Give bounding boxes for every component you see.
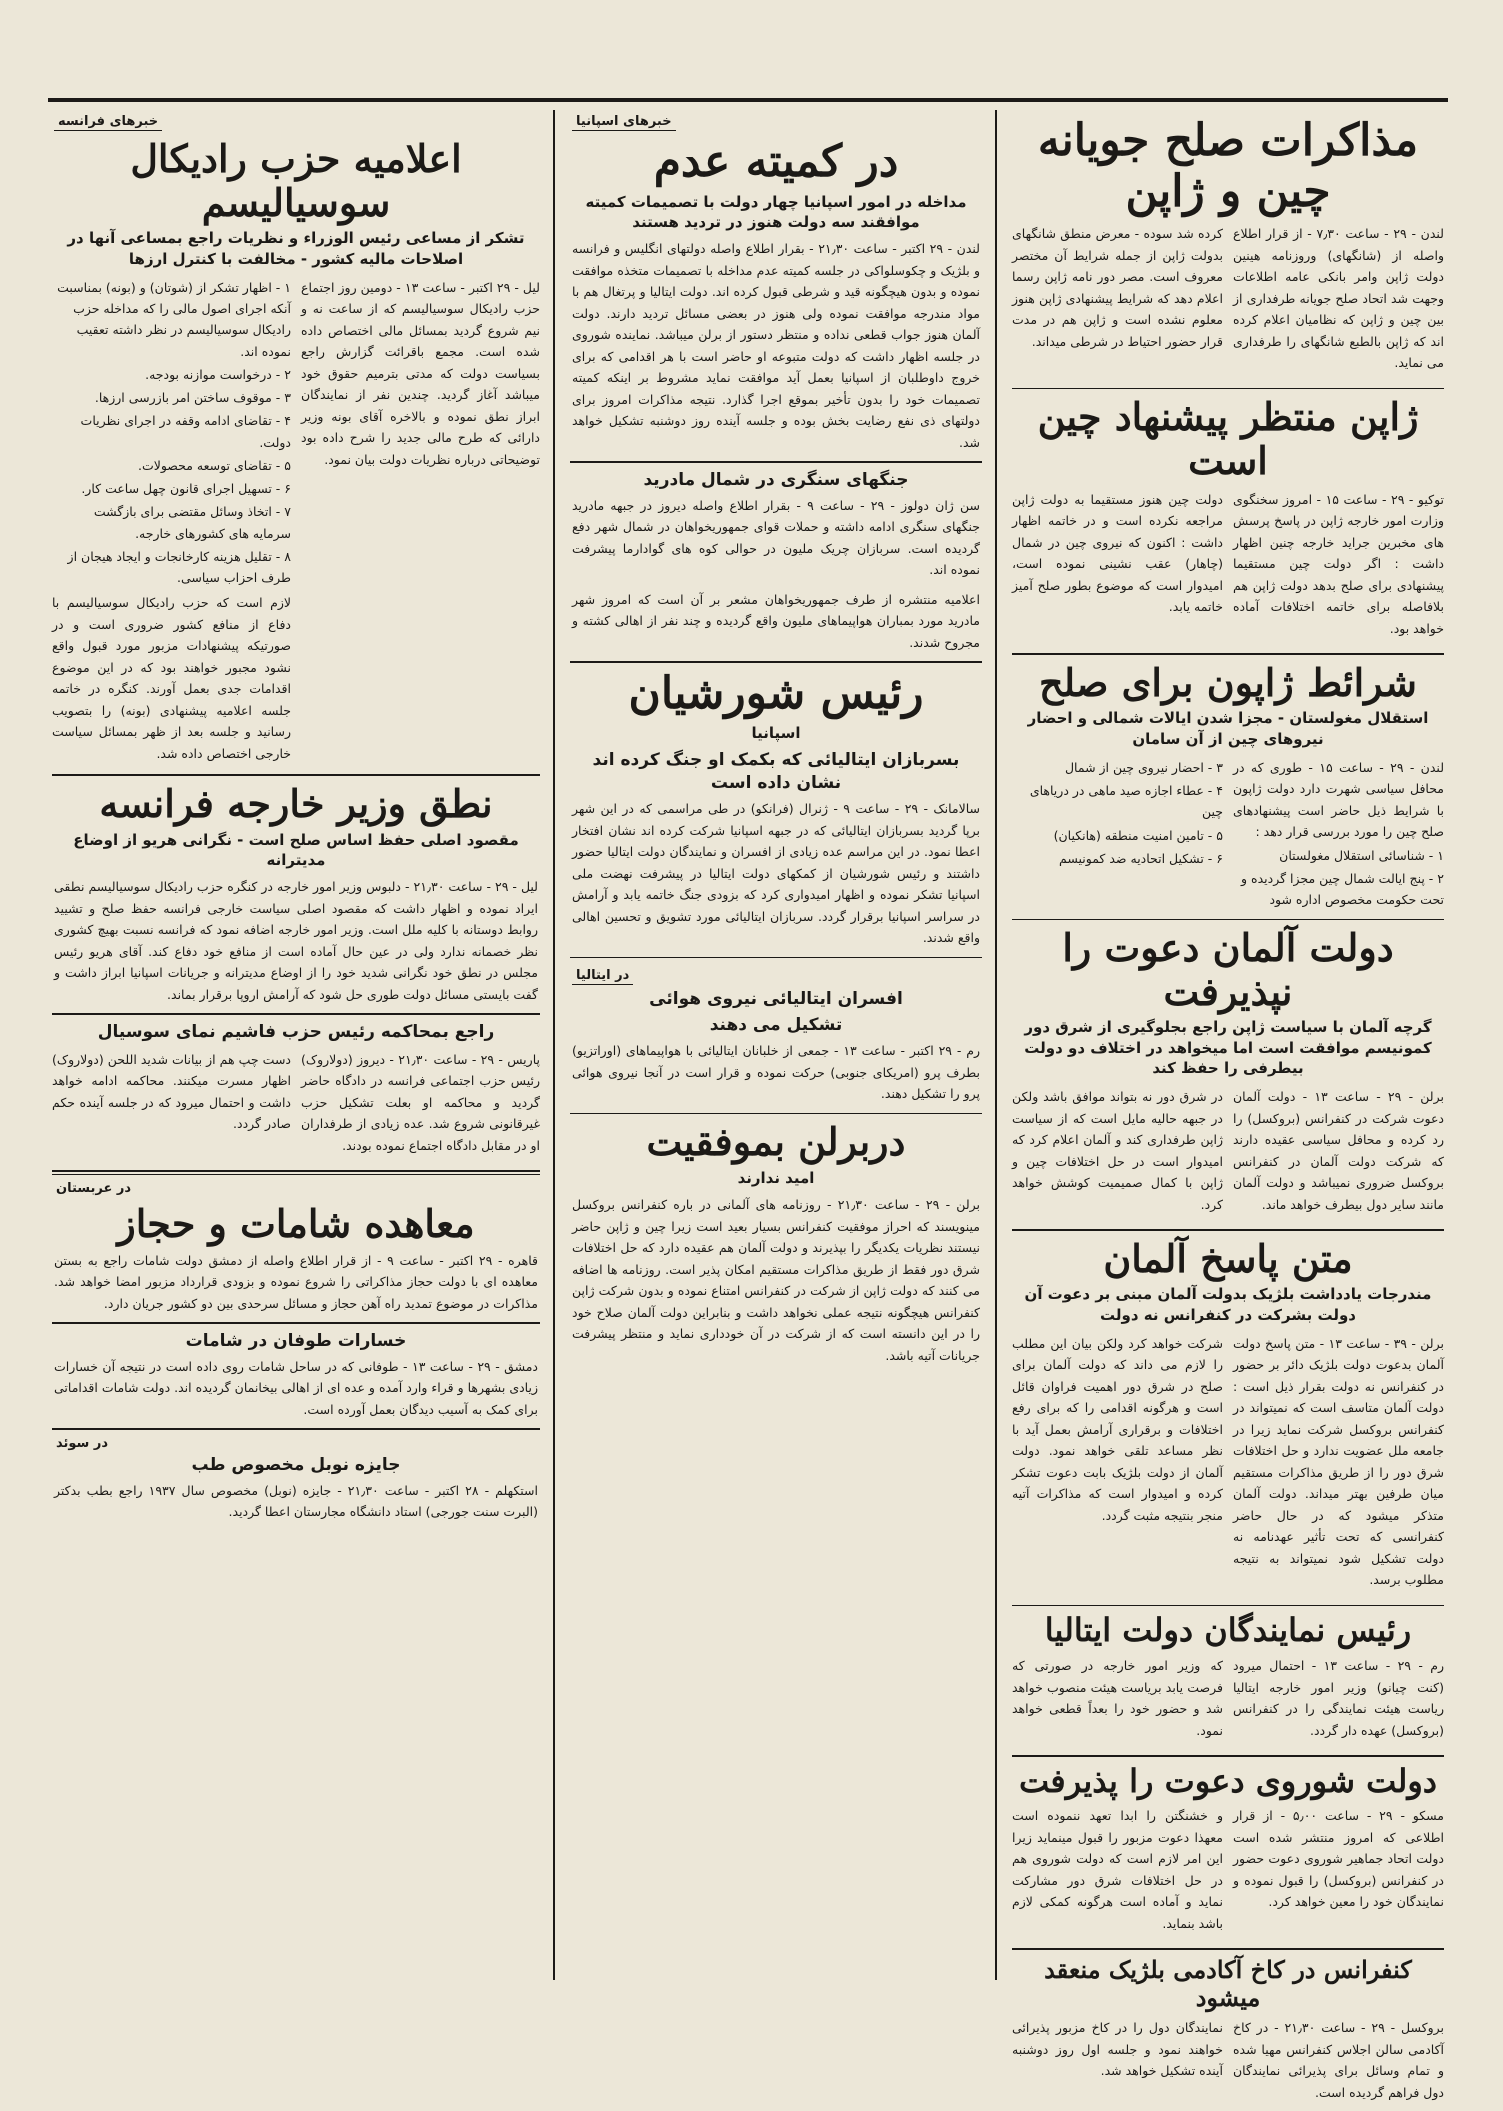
column-divider: [553, 110, 555, 1980]
article-german-reply: [1012, 1331, 1444, 1599]
headline-rebel-leader: رئیس شورشیان: [628, 667, 924, 719]
headline-japan-conditions: شرائط ژاپون برای صلح: [1039, 659, 1417, 705]
headline-radical-socialists: اعلامیه حزب رادیکال سوسیالیسم: [130, 136, 462, 225]
list-item: ۶ - تشکیل اتحادیه ضد کمونیسم: [1059, 850, 1223, 866]
resolution-list: [52, 277, 291, 589]
list-item: ۴ - تقاضای ادامه وقفه در اجرای نظریات دولت.: [80, 413, 291, 450]
list-item: ۳ - احضار نیروی چین از شمال: [1064, 759, 1223, 775]
divider: [570, 661, 982, 663]
conditions-list: [1233, 845, 1444, 911]
subheadline: گرچه آلمان با سیاست ژاپن راجع بجلوگیری از شرق دور کمونیسم موافقت است اما میخواهد در اختلاف دو دولت بیطرفی را حفظ کند: [1024, 1018, 1432, 1077]
article-text: برلن - ۲۹ - ساعت ۱۳ - دولت آلمان دعوت شرکت در کنفرانس (بروکسل) را رد کرده و محافل سیاسی عقیده دارند که شرکت دولت آلمان در کنفرانس بروکسل ضروری نمیباشد و دولت آلمان مانند سایر دول بیطرف خواهد ماند.: [1233, 1089, 1444, 1212]
article-text: لندن - ۲۹ - ساعت ۱۵ - طوری که در محافل سیاسی شهرت دارد دولت ژاپون با شرایط ذیل حاضر است پیشنهادهای صلح چین را مورد بررسی قرار دهد :: [1233, 759, 1445, 840]
section-kicker-row: [566, 110, 986, 131]
headline-germany-declines: دولت آلمان دعوت را نپذیرفت: [1062, 925, 1394, 1014]
list-item: ۵ - تقاضای توسعه محصولات.: [137, 457, 291, 473]
article-text: اعلامیه منتشره از طرف جمهوریخواهان مشعر بر آن است که امروز شهر مادرید مورد بمباران هواپیماهای ملیون واقع گردیده و چند نفر از اهالی کشته و مجروح شدند.: [572, 591, 980, 650]
divider: [1012, 1605, 1444, 1607]
article-text: مسکو - ۲۹ - ساعت ۵٫۰۰ - از قرار اطلاعی که امروز منتشر شده است دولت اتحاد جماهیر شوروی دعوت حضور در کنفرانس (بروکسل) را قبول نموده و نمایندگان خود را معین خواهد کرد.: [1233, 1808, 1445, 1910]
subheadline: مداخله در امور اسپانیا چهار دولت با تصمیمات کمیته موافقند سه دولت هنوز در تردید هستند: [585, 192, 967, 231]
article-text: استکهلم - ۲۸ اکتبر - ساعت ۲۱٫۳۰ - جایزه (نوبل) مخصوص سال ۱۹۳۷ راجع بطب بدکتر (البرت سنت جورجی) استاد دانشگاه مجارستان اعطا گردید.: [54, 1482, 538, 1520]
headline-foreign-minister: نطق وزیر خارجه فرانسه: [99, 780, 493, 826]
article-text: قاهره - ۲۹ اکتبر - ساعت ۹ - از قرار اطلاع واصله از دمشق دولت شامات راجع به بستن معاهده ای با دولت حجاز مذاکراتی را شروع نموده و بزودی قرارداد مزبور امضا خواهد شد. مذاکرات در موضوع تمدید راه آهن حجاز و مسائل سرحدی بین دو کشور جریان دارد.: [54, 1252, 538, 1311]
article-text: لیل - ۲۹ اکتبر - ساعت ۱۳ - دومین روز اجتماع حزب رادیکال سوسیالیسم که از ساعت نه و نیم شروع گردید بمسائل مالی اختصاص داده شده است. مجمع باقرائت گزارش راجع بسیاست دولت که مدتی بترمیم حقوق خود میباشد آغاز گردید. چندین نفر از نمایندگان ابراز نطق نموده و بالاخره آقای بونه وزیر دارائی که طرح مالی جدید را شرح داده بود توضیحاتی درباره نظریات دولت بیان نمود.: [301, 279, 540, 467]
list-item: ۱ - شناسائی استقلال مغولستان: [1279, 847, 1444, 863]
headline-japan-awaits: ژاپن منتظر پیشنهاد چین است: [1037, 394, 1419, 483]
headline-soviet-accepts: دولت شوروی دعوت را پذیرفت: [1018, 1761, 1438, 1800]
article-text: دست چپ هم از بیانات شدید اللحن (دولاروک) اظهار مسرت میکنند. محاکمه ادامه خواهد داشت و احتمال میرود که در جلسه آینده حکم صادر گردد.: [52, 1051, 291, 1131]
divider: [52, 1170, 540, 1175]
headline-berlin: دربرلن بموفقیت: [646, 1119, 906, 1165]
article-text: دمشق - ۲۹ - ساعت ۱۳ - طوفانی که در ساحل شامات روی داده است در نتیجه آن خسارات زیادی بشهرها و قراء وارد آمده و عده ای از اهالی بیخانمان گردیده اند. دولت شامات اقداماتی برای کمک به آسیب دیدگان بعمل آورده است.: [54, 1358, 538, 1417]
subheadline: بسربازان ایتالیائی که بکمک او جنگ کرده اند نشان داده است: [592, 750, 960, 794]
headline-madrid-battles: جنگهای سنگری در شمال مادرید: [643, 469, 909, 490]
article-peace-talks: [1012, 221, 1444, 382]
list-item: ۵ - تامین امنیت منطقه (هانکیان): [1053, 827, 1223, 843]
section-kicker-france: خبرهای فرانسه: [54, 114, 162, 131]
subheadline: تشکیل می دهند: [709, 1015, 843, 1036]
subheadline: مقصود اصلی حفظ اساس صلح است - نگرانی هریو از اوضاع مدیترانه: [73, 830, 519, 869]
conditions-list: [1012, 757, 1223, 911]
headline-storm: خسارات طوفان در شامات: [185, 1330, 407, 1351]
divider: [1012, 919, 1444, 921]
article-japan-awaits: [1012, 487, 1444, 648]
divider: [1012, 1948, 1444, 1950]
dateline-kicker: اسپانیا: [751, 724, 801, 743]
subheadline: استقلال مغولستان - مجزا شدن ایالات شمالی و احضار نیروهای چین از آن سامان: [1027, 709, 1429, 748]
list-item: ۲ - پنج ایالت شمال چین مجزا گردیده و تحت حکومت مخصوص اداره شود: [1241, 871, 1444, 908]
article-part: [52, 275, 291, 769]
headline-trial: راجع بمحاکمه رئیس حزب فاشیم نمای سوسیال: [97, 1021, 495, 1042]
article-text: لیل - ۲۹ - ساعت ۲۱٫۳۰ - دلبوس وزیر امور خارجه در کنگره حزب رادیکال سوسیالیسم نطقی ایراد نموده و اظهار داشت که مقصود اصلی سیاست خارجی فرانسه حفظ صلح و تشیید روابط دوستانه با کلیه ملل است. وزیر امور خارجه اضافه نمود که فرانسه نسبت بهیچ کشوری نظر خصمانه ندارد ولی در عین حال آماده است از منافع خود دفاع کند. آقای هریو رئیس مجلس در نطق خود نگرانی شدید خود را از اوضاع مدیترانه و جریانات اسپانیا ابراز داشت و گفت بایستی مسائل دولت طوری حل شود که آرامش اروپا برقرار بماند.: [54, 879, 538, 1002]
headline-nobel: جایزه نوبل مخصوص طب: [191, 1454, 401, 1475]
headline-italy-delegation: رئیس نمایندگان دولت ایتالیا: [1044, 1611, 1412, 1650]
divider: [52, 1322, 540, 1324]
list-item: ۳ - موقوف ساختن امر بازرسی ارزها.: [94, 390, 291, 406]
divider: [1012, 388, 1444, 390]
list-item: ۸ - تقلیل هزینه کارخانجات و ایجاد هیجان از طرف احزاب سیاسی.: [67, 548, 291, 586]
article-text: پاریس - ۲۹ - ساعت ۲۱٫۳۰ - دیروز (دولاروک) رئیس حزب اجتماعی فرانسه در دادگاه حاضر گردید و محاکمه او بعلت تشکیل حزب غیرقانونی شروع شد. عده زیادی از طرفداران او در مقابل دادگاه اجتماع نموده بودند.: [301, 1051, 540, 1153]
headline-conference: کنفرانس در کاخ آکادمی بلژیک منعقد میشود: [1044, 1954, 1412, 2012]
divider: [1012, 1229, 1444, 1231]
section-kicker-italy: در ایتالیا: [572, 968, 633, 985]
divider: [52, 1013, 540, 1015]
column-right: [1008, 110, 1448, 2100]
headline-treaty: معاهده شامات و حجاز: [117, 1201, 475, 1246]
article-text: برلن - ۳۹ - ساعت ۱۳ - متن پاسخ دولت آلمان بدعوت دولت بلژیک دائر بر حضور در کنفرانس نه دولت بقرار ذیل است : دولت آلمان متاسف است که نمیتواند در کنفرانس بروکسل شرکت نماید زیرا در جامعه ملل عضویت ندارد و حل اختلافات شرق دور را از طریق مذاکرات مستقیم میان طرفین بهتر میداند. دولت آلمان متذکر میشود که در حال حاضر کنفرانسی که تحت تأثیر عهدنامه نه دولت تشکیل شود نمیتواند به نتیجه مطلوب برسد.: [1233, 1335, 1444, 1588]
column-middle: [566, 110, 986, 1980]
article-part: [1233, 755, 1444, 913]
divider: [570, 1113, 982, 1115]
divider: [1012, 653, 1444, 655]
section-kicker-row: [566, 964, 986, 985]
divider: [570, 957, 982, 959]
article-part: [301, 275, 540, 769]
list-item: ۶ - تسهیل اجرای قانون چهل ساعت کار.: [81, 481, 291, 497]
article-text: رم - ۲۹ اکتبر - ساعت ۱۳ - جمعی از خلبانان ایتالیائی با هواپیماهای (اوراتزیو) بطرف پرو (امریکای جنوبی) حرکت نموده و قرار است در آنجا نیروی هوائی پرو را تشکیل دهند.: [572, 1043, 980, 1102]
article-text: و خشنگتن را ابدا تعهد ننموده است معهذا دعوت مزبور را قبول مینماید زیرا این امر لازم است که دولت شوروی هم در حل اختلافات شرق دور مشارکت نماید و آماده است هرگونه کمکی لازم باشد بنماید.: [1012, 1808, 1223, 1931]
headline-air-force: افسران ایتالیائی نیروی هوائی: [649, 989, 903, 1010]
list-item: ۱ - اظهار تشکر از (شوتان) و (بونه) بمناسبت آنکه اجرای اصول مالی را که مداخله حزب رادیکال سوسیالیسم در نظر داشته تعقیب نموده اند.: [57, 279, 291, 359]
article-text: که وزیر امور خارجه در صورتی که فرصت یابد بریاست هیئت منصوب خواهد شد و حضور خود را بعداً قطعی خواهد نمود.: [1012, 1658, 1223, 1738]
article-text: سن ژان دولوز - ۲۹ - ساعت ۹ - بقرار اطلاع واصله دیروز در جبهه مادرید جنگهای سنگری ادامه داشته و حملات قوای جمهوریخواهان در شمال شهر دفع گردیده است. سربازان چریک ملیون در حوالی کوه های گوادارما پیشرفت نموده اند.: [572, 497, 980, 578]
divider: [52, 774, 540, 776]
newspaper-page: [48, 100, 1448, 2100]
article-text: رم - ۲۹ - ساعت ۱۳ - احتمال میرود (کنت چیانو) وزیر امور خارجه ایتالیا ریاست هیئت نمایندگی را در کنفرانس (بروکسل) عهده دار گردد.: [1233, 1658, 1444, 1738]
article-text: دولت چین هنوز مستقیما به دولت ژاپن مراجعه نکرده است و در خاتمه اظهار داشت : اکنون که نیروی چین در شمال (چاهار) عقب نشینی نموده است، امیدوار است که موضوع بطور صلح آمیز خاتمه یابد.: [1012, 491, 1223, 615]
list-item: ۲ - درخواست موازنه بودجه.: [145, 366, 291, 382]
section-kicker-arabia: در عربستان: [56, 1181, 132, 1196]
headline-non-intervention: در کمیته عدم: [653, 136, 899, 187]
article-text: سالامانک - ۲۹ - ساعت ۹ - ژنرال (فرانکو) در طی مراسمی که در این شهر برپا گردید بسربازان ایتالیائی که در جبهه اسپانیا شرکت کرده اند نشان افتخار اعطا نمود. در این مراسم عده زیادی از افسران و نمایندگان دولت ایتالیا حضور داشتند و رئیس شورشیان از کمکهای دولت ایتالیا در پیشرفت نهضت ملی اسپانیا تشکر نموده و اظهار امیدواری کرد که بزودی جنگ خاتمه یابد و آرامش در سراسر اسپانیا برقرار گردد. سربازان ایتالیائی مورد تشویق و تحسین اهالی واقع شدند.: [572, 801, 980, 946]
divider: [1012, 1755, 1444, 1757]
list-item: ۷ - اتخاذ وسائل مقتضی برای بازگشت سرمایه های کشورهای خارجه.: [93, 504, 291, 541]
subheadline: مندرجات یادداشت بلژیک بدولت آلمان مبنی بر دعوت آن دولت بشرکت در کنفرانس نه دولت: [1024, 1285, 1432, 1324]
article-text: نمایندگان دول را در کاخ مزبور پذیرائی خواهند نمود و جلسه اول روز دوشنبه آینده تشکیل خواهد شد.: [1012, 2020, 1223, 2079]
article-text: لندن - ۲۹ اکتبر - ساعت ۲۱٫۳۰ - بقرار اطلاع واصله دولتهای انگلیس و فرانسه و بلژیک و چکوسلواکی در جلسه کمیته عدم مداخله با تصمیمات متخذه موافقت نموده و بدون هیچگونه قید و شرطی قبول کرده اند. دولت ایتالیا و پرتغال هم با مواد مندرجه موافقت نموده ولی هنوز در بعضی مسائل تردید دارند. دولت آلمان هنوز جواب قطعی نداده و منتظر دستور از برلن میباشد. نماینده شوروی در جلسه اظهار داشت که دولت متبوعه او حاضر است با هر اقدامی که برای خروج داوطلبان از اسپانیا بعمل آید موافقت نماید مشروط بر اینکه کمیته تصمیمات خود را بدون تأخیر بموقع اجرا گذارد. نتیجه مذاکرات امروز برای دولتهای ذی نفع رضایت بخش بوده و جلسه آینده روز دوشنبه تشکیل خواهد شد.: [572, 241, 980, 450]
list-item: ۴ - عطاء اجازه صید ماهی در دریاهای چین: [1029, 783, 1223, 820]
divider: [52, 1428, 540, 1430]
article-text: در شرق دور نه بتواند موافق باشد ولکن در جبهه حالیه مایل است که از سیاست ژاپن طرفداری کند و آلمان اعلام کرد که امیدوار است در حل اختلافات چین و ژاپن با کمال صمیمیت کوشش خواهد کرد.: [1012, 1089, 1223, 1212]
article-text: لازم است که حزب رادیکال سوسیالیسم با دفاع از منافع کشور ضروری است و در صورتیکه پیشنهادات مزبور مورد قبول واقع نشود مجبور خواهند بود که در این موضوع اقدامات جدی بعمل آورند. کنگره در خاتمه جلسه اعلامیه پیشنهادی (بونه) را بتصویب رسانید و جلسه بعد از ظهر بمسائل سیاست خارجی اختصاص داده شد.: [52, 595, 291, 761]
subheadline: امید ندارند: [737, 1168, 815, 1187]
divider: [570, 461, 982, 463]
headline-peace-talks: مذاکرات صلح جویانه چین و ژاپن: [1037, 115, 1419, 217]
article-text: شرکت خواهد کرد ولکن بیان این مطلب را لازم می داند که دولت آلمان برای صلح در شرق دور اهمیت فراوان قائل است و هرگونه اقدامی را که برای رفع اختلافات و برقراری آرامش بعمل آید با نظر مساعد تلقی خواهد نمود. دولت آلمان از دولت بلژیک بابت دعوت تشکر کرده و امیدوار است که مذاکرات آتیه منجر بنتیجه مثبت گردد.: [1012, 1335, 1223, 1523]
headline-german-reply: متن پاسخ آلمان: [1103, 1235, 1353, 1281]
column-divider: [995, 110, 997, 1980]
article-trial: [52, 1047, 540, 1165]
article-germany-declines: [1012, 1084, 1444, 1223]
article-japan-conditions: [1012, 755, 1444, 913]
subheadline: تشکر از مساعی رئیس الوزراء و نظریات راجع بمساعی آنها در اصلاحات مالیه کشور - مخالفت با کنترل ارزها: [67, 229, 525, 268]
article-text: برلن - ۲۹ - ساعت ۲۱٫۳۰ - روزنامه های آلمانی در باره کنفرانس بروکسل مینویسند که احراز موفقیت کنفرانس بسیار بعید است زیرا چین و ژاپن حاضر نیستند نظریات یکدیگر را بپذیرند و دولت آلمان هم عقیده دارد که حل اختلافات شرق دور فقط از طریق مذاکرات مستقیم امکان پذیر است. روزنامه ها اضافه می کنند که دولت ژاپن از شرکت در کنفرانس امتناع نموده و بدون شرکت ژاپن کنفرانس هیچگونه نتیجه عملی نخواهد داشت و بنابراین دولت آلمان صلاح خود را در این دانسته است که از شرکت در آن خودداری نماید و منتظر پیشرفت جریانات آتیه باشد.: [572, 1197, 980, 1363]
section-kicker-sweden: در سوئد: [56, 1435, 109, 1451]
section-kicker-spain: خبرهای اسپانیا: [572, 114, 676, 131]
article-text: کرده شد سوده - معرض منطق شانگهای بدولت ژاپن از جمله شرایط آن مختصر معروف است. مصر دور نامه ژاپن رسما اعلام دهد که شرایط پیشنهادی ژاپن هنوز معلوم نشده است و ژاپن هم در مدت قرار حضور احتیاط در شرطی میداند.: [1012, 226, 1223, 349]
section-kicker-row: [48, 110, 544, 131]
article-radical-socialists: [52, 275, 540, 769]
article-italy-delegation: [1012, 1653, 1444, 1749]
article-conference: [1012, 2015, 1444, 2111]
column-left: [48, 110, 544, 1980]
article-text: بروکسل - ۲۹ - ساعت ۲۱٫۳۰ - در کاخ آکادمی سالن اجلاس کنفرانس مهیا شده و تمام وسائل برای پذیرائی نمایندگان دول فراهم گردیده است.: [1233, 2020, 1444, 2100]
article-soviet-accepts: [1012, 1803, 1444, 1942]
article-text: لندن - ۲۹ - ساعت ۷٫۳۰ - از قرار اطلاع واصله از (شانگهای) وروزنامه هینین دولت ژاپن وامر بانکی عامه اطلاعات وجهت شد اتحاد صلح جویانه طرفداری از بین چین و ژاپن که نظامیان اعلام کرده اند که ژاپن بالطبع شانگهای را طرفداری می نماید.: [1233, 226, 1444, 371]
article-text: توکیو - ۲۹ - ساعت ۱۵ - امروز سخنگوی وزارت امور خارجه ژاپن در پاسخ پرسش های مخبرین جراید خارجه چنین اظهار داشت : اگر دولت چین مستقیما پیشنهادی برای صلح بدهد دولت ژاپن هم بلافاصله برای خاتمه اختلافات آماده خواهد بود.: [1233, 491, 1445, 636]
